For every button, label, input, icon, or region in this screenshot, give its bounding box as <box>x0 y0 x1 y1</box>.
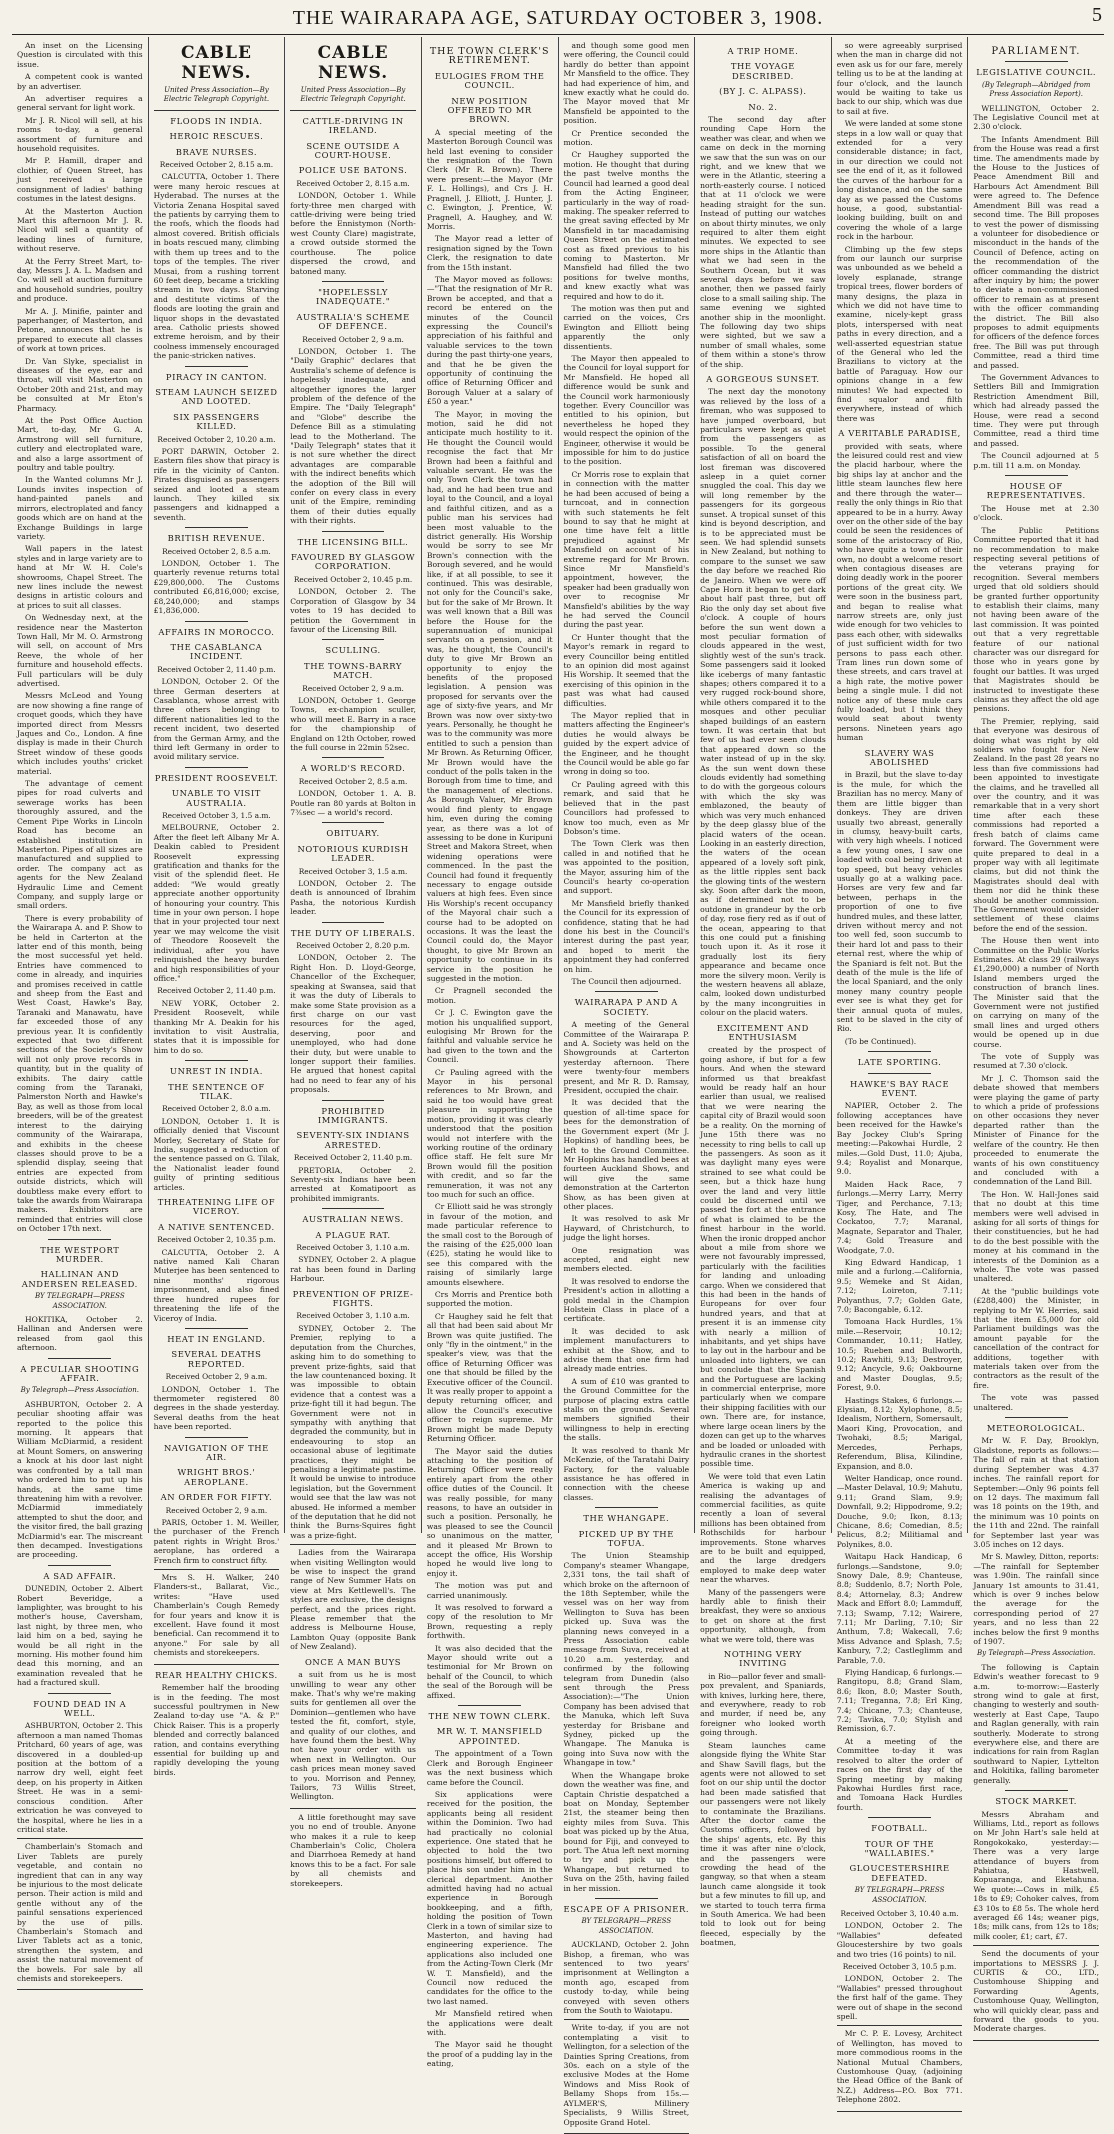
paragraph: Mr Mansfield retired when the applications were dealt with. <box>426 2009 553 2038</box>
byline: (By Telegraph—Abridged from Press Association Report). <box>981 80 1091 99</box>
headline: FLOODS IN INDIA. <box>170 115 263 126</box>
paragraph: There is every probability of the Wairarapa A. and P. Show to be held in Carterton at the latter end of this month, being the most successful yet held. Entries have commenced to come in already, and inquiries and promises received in cattle and sheep from the East and West Coast, Hawke's Bay, Taranaki and Manawatu, have far exceeded those of any previous year. It is confidently expected that two different sections of the Society's Show will not only prove records in quantity, but in the quality of exhibits. The dairy cattle coming from the Taranaki, Palmerston North and Hawke's Bay, as well as those from local breeders, will be of the greatest interest to the dairying community of the Wairarapa, and exhibits in the cheese classes should prove to be a splendid display, seeing that entries are expected from outside districts, which will doubtless make every effort to take the awards from Wairarapa makers. Exhibitors are reminded that entries will close on October 17th next. <box>17 913 143 1234</box>
subheadline: THE SENTENCE OF TILAK. <box>168 1081 265 1101</box>
paragraph: At the "public buildings vote (£288,400) the Minister, in replying to Mr W. Herries, said that the item £5,000 for old Parliament buildings was the amount payable for the cancellation of the contract for additions, together with materials taken over from the contractors as the result of the fire. <box>973 1286 1099 1390</box>
advertisement <box>17 1838 143 1990</box>
paragraph: A competent cook is wanted by an advertiser. <box>17 72 143 91</box>
paragraph: NEW YORK, October 2. President Roosevelt, while thanking Mr A. Deakin for his invitation to visit Australia, states that it is impossible for him to do so. <box>153 998 280 1055</box>
subheadline: MR W. T. MANSFIELD APPOINTED. <box>436 1726 543 1746</box>
headline: A GORGEOUS SUNSET. <box>706 374 820 384</box>
paragraph: Cr Pauling agreed with the Mayor in his personal references to Mr Brown, and said he too would have great pleasure in supporting the motion, providing it was clearly understood that the position would not interfere with the working routine of the ordinary office staff. He felt sure Mr Brown would fill the position with credit, and so far the remuneration, it was not any too much for such an office. <box>426 1067 553 1199</box>
paragraph: Mr P. Hamill, draper and clothier, of Queen Street, has just received a large consignment of ladies' bathing costumes in the latest designs. <box>17 156 143 204</box>
divider <box>185 1060 248 1061</box>
paragraph: provided with seats, where the leisured could rest and view the placid harbour, where the big ships lay at anchor and the little steam launches flew here and there through the water—really the only things in Rio that appeared to be in a hurry. Away over on the other side of the bay could be seen the residences of some of the aristocracy of Rio, who have quite a town of their own, no doubt a welcome resort when contagious diseases are doing deadly work in the poorer portions of the great city. We were soon in the business part, and began to realise what narrow streets are, only just wide enough for two vehicles to pass each other, with sidewalks of just sufficient width for two persons to pass each other. Tram lines run down some of these streets, and cars travel at a high rate, the motive power being a single mule. I did not notice any of these mule cars fully loaded, but I think they would seat about twenty persons. Nineteen years ago human <box>836 441 963 743</box>
paragraph: It was decided that the question of all-time space for bees for the demonstration of the Government expert (Mr J. Hopkins) of handling bees, be left to the Ground Committee. Mr Hopkins has handled bees at fourteen Auckland Shows, and will give the same demonstration at the Carterton Show, as has been given at other places. <box>563 1098 690 1211</box>
divider <box>322 757 385 758</box>
dateline: Received October 2, 11.40 p.m. <box>293 1153 413 1163</box>
divider <box>290 110 416 111</box>
subheadline: PICKED UP BY THE TOFUA. <box>578 1528 674 1548</box>
column-3 <box>285 37 422 1888</box>
paragraph: LONDON, October 1. The thermometer registered 80 degrees in the shade yesterday. Several deaths from the heat have been reported. <box>153 1384 280 1432</box>
headline: HAWKE'S BAY RACE EVENT. <box>849 1078 950 1099</box>
subheadline: WRIGHT BROS.' AEROPLANE. <box>177 1467 256 1487</box>
advertisement-heading: ONCE A MAN BUYS <box>304 1656 402 1667</box>
paragraph: At the Masterton Auction Mart this afternoon Mr J. R. Nicol will sell a quantity of leading lines of furniture, without reserve. <box>17 206 143 254</box>
byline: United Press Association—By Electric Telegraph Copyright. <box>163 86 270 104</box>
divider <box>1005 1417 1068 1418</box>
paragraph: The Mayor said the duties attaching to the position of Returning Officer were really entirely apart from the other office duties of the Council. It was really possible, for many reasons, to have an outsider in such a position. Personally, he was pleased to see the Council so unanimous on the matter, and it pleased Mr Brown to accept the office, His Worship hoped he would live long to enjoy it. <box>426 1446 553 1578</box>
paragraph: PRETORIA, October 2. Seventy-six Indians have been arrested at Komatipoort as prohibited immigrants. <box>290 1165 416 1203</box>
headline: A VERITABLE PARADISE, <box>838 428 961 439</box>
paragraph: The vote was passed unaltered. <box>973 1393 1099 1412</box>
paragraph: Mr S. Mawley, Ditton, reports:—The rainfall for September was 1.90in. The rainfall since January 1st amounts to 31.41, which is over 9 inches below the average for the corresponding period of 27 years, and no less than 22 inches below the first 9 months of 1907. <box>973 1552 1099 1646</box>
dateline: Received October 3, 10.5 p.m. <box>842 1962 957 1971</box>
paragraph: MELBOURNE, October 2. After the fleet left Albany Mr A. Deakin cabled to President Roosevelt expressing gratification and thanks for the visit of the splendid fleet. He added: "We would greatly appreciate another opportunity of honouring your country. This time in your own person. I hope that in your projected tour next year we may welcome the visit of Theodore Roosevelt the individual, after you have relinquished the heavy burden and high responsibilities of your office." <box>153 823 280 983</box>
paragraph: AUCKLAND, October 2. John Bishop, a fireman, who was sentenced to two years' imprisonment at Wellington a month ago, escaped from custody to-day, while being conveyed with seven others from the South to Waiotapu. <box>563 1940 690 2016</box>
headline: THE WESTPORT MURDER. <box>40 1244 120 1264</box>
section-title: CABLE NEWS. <box>180 43 252 83</box>
paragraph: The Mayor replied that in matters affecting the Engineer's duties he would always be guided by the expert advice of the Engineer, and he thought the Council would be able go far wrong in doing so too. <box>563 711 690 777</box>
paragraph: LONDON, October 1. A. B. Poutle ran 80 yards at Bolton in 7⅗sec — a world's record. <box>290 789 416 817</box>
headline: "HOPELESSLY INADEQUATE." <box>315 286 391 307</box>
advertisement <box>837 2025 963 2111</box>
paragraph: LONDON, October 2. The Corporation of Glasgow by 34 votes to 19 has decided to petition the Government in favour of the Licensing Bill. <box>290 587 416 634</box>
paragraph: When the Whangape broke down the weather was fine, and Captain Christie despatched a boat on Monday, September 21st, the steamer being then eighty miles from Suva. This boat was picked up by the Atua, bound for Fiji, and conveyed to port. The Atua left next morning to try and pick up the Whangape, but returned to Suva on the 25th, having failed in her mission. <box>563 1770 690 1893</box>
divider <box>458 1705 521 1706</box>
dateline: Received October 2, 8.15 a.m. <box>159 160 274 170</box>
paragraph: The Hon. W. Hall-Jones said that no doubt at this time members were well advised in asking for all sorts of things for their constituencies, but he had to do the best possible with the money at his command in the interests of the Dominion as a whole. The vote was passed unaltered. <box>973 1189 1099 1284</box>
paragraph: Hastings Stakes, 6 furlongs.—Elysian, 8.12; Xylophone, 8.5; Idealism, Northern, Somersault, Maori King, Provocation, and Twohaki, 8.5; Marigal, Mercedes, Perhaps, Referendum, Blisa, Kilindine, Expansion, and 8.0. <box>836 1395 963 1471</box>
dateline: Received October 2, 8.20 p.m. <box>296 941 410 951</box>
headline: AUSTRALIAN NEWS. <box>302 1214 404 1225</box>
headline: LATE SPORTING. <box>857 1057 942 1068</box>
paragraph: ASHBURTON, October 2. This afternoon a man named Thomas Pritchard, 60 years of age, was discovered in a doubled-up position at the bottom of a narrow dry well, eight feet deep, on his property in Aitken Street. He was in a semi-conscious condition. After extrication he was conveyed to the hospital, where he lies in a critical state. <box>17 1721 143 1834</box>
paragraph: Cr Prentice seconded the motion. <box>563 128 690 148</box>
subheadline: NEW POSITION OFFERED TO MR BROWN. <box>447 95 532 125</box>
newspaper-columns <box>12 37 1104 2127</box>
divider <box>48 1239 111 1240</box>
byline: United Press Association—By Electric Telegraph Copyright. <box>300 86 406 104</box>
divider <box>185 366 248 367</box>
dateline: Received October 3, 1.5 a.m. <box>162 811 271 820</box>
headline: METEOROLOGICAL. <box>986 1423 1086 1434</box>
subheadline: POLICE USE BATONS. <box>298 165 408 176</box>
paragraph: A meeting of the General Committee of the Wairarapa P. and A. Society was held on the Showgrounds at Carterton yesterday afternoon. There were twenty-four members present, and Mr R. D. Ramsay, President, occupied the chair. <box>563 1020 690 1096</box>
headline: THE LICENSING BILL. <box>297 536 409 547</box>
paragraph: The Town Clerk was then called in and notified that he was appointed to the position, the Mayor, assuring him of the Council's hearty co-operation and support. <box>563 839 690 896</box>
paragraph: LONDON, October 2. Of the three German deserters at Casablanca, whose arrest with three others belonging to different nationalities led to the recent incident, two deserted from the German Army, and the third left Germany in order to avoid military service. <box>153 677 280 762</box>
paragraph: The Mayor read a letter of resignation signed by the Town Clerk, the resignation to date from the 15th instant. <box>426 234 553 272</box>
dateline: Received October 2, 10.45 p.m. <box>293 574 413 584</box>
paragraph: Six applications were received for the position, the applicants being all resident within the Dominion. Two had had practically no colonial experience. One stated that he objected to hold the two positions himself, but offered to place his son under him in the clerical department. Another admitted having had no actual experience in Borough bookkeeping, and a fifth, holding the position of Town Clerk in a town of similar size to Masterton, and having had engineering experience. The applications also included one from the Acting-Town Clerk (Mr W. T. Mansfield), and the Council now reduced the candidates for the office to the two last named. <box>426 1789 553 2006</box>
paragraph: Crs Morris and Prentice both supported the motion. <box>426 1290 553 1309</box>
newspaper-title: THE WAIRARAPA AGE, SATURDAY OCTOBER 3, 1908. <box>292 7 824 29</box>
paragraph: Tomoana Hack Hurdles, 1⅝ mile.—Reservoir, 10.12; Commander, 10.11; Hatley, 10.5; Rueben and Bullworth, 10.2; Rawhiti, 9.13; Destroyer, 9.12; Ancycle, 9.6; Oakbourne and Master Douglas, 9.5; Forest, 9.0. <box>836 1317 963 1393</box>
paragraph: LONDON, October 1. The quarterly revenue returns total £29,800,000. The Customs contributed £6,816,000; excise, £8,240,000; and stamps £1,836,000. <box>153 559 280 616</box>
paragraph: One resignation was accepted, and eight new members elected. <box>563 1245 690 1274</box>
dateline: Received October 2, 8.15 a.m. <box>296 178 410 188</box>
paragraph: The Mayor, in moving the motion, said he did not anticipate much hostility to it. He thought the Council would recognise the fact that Mr Brown had been a faithful and valuable servant. He was the only Town Clerk the town had had, and he had been true and loyal to the Council, and a loyal and faithful citizen, and as a public man his services had been most valuable to the district generally. His Worship would be sorry to see Mr Brown's connection with the Borough severed, and he would like, if at all possible, to see it continued. This was desirable, not only for the Council's sake, but for the sake of Mr Brown. It was well known that a Bill was before the House for the superannuation of municipal servants on a pension, and it was, he thought, the Council's duty to give Mr Brown an opportunity to enjoy the benefits of the proposed legislation. A pension was proposed for servants over the age of sixty-five years, and Mr Brown was now over sixty-two years. Personally, he thought he was to the community was more entitled to such a pension than Mr Brown. As Returning Officer, Mr Brown would have the conduct of the polls taken in the Borough from time to time, and the management of elections. As Borough Valuer, Mr Brown would find plenty to engage him, even during the coming year, as there was a lot of assessing to be done in Kuripuni Street and Makora Street, when widening operations were commenced. In the past the Council had found it frequently necessary to engage outside valuers at high fees. Even since His Worship's recent occupancy of the Mayoral chair such a course had to be adopted on occasions. It was the least the Council could do, the Mayor thought, to give Mr Brown an opportunity to continue in its service in the position he suggested in the motion. <box>426 409 553 983</box>
paragraph: Cr Hunter thought that the Mayor's remark in regard to every Councillor being entitled to an opinion did most against His Worship. It seemed that the exercising of this opinion in the past was what had caused difficulties. <box>563 632 690 708</box>
dateline: Received October 3, 10.40 a.m. <box>840 1908 959 1918</box>
advertisement <box>154 1569 280 1665</box>
subheadline: SEVERAL DEATHS REPORTED. <box>171 1349 262 1369</box>
advertisement-text: a suit from us he is most unwilling to wear any other make. That's why we're making suits for gentlemen all over the Dominion—gentlemen who have tested the fit, comfort, style, and quality of our clothes, and have found them the best. Why not have your order with us when next in Wellington. Our cash prices mean money saved to you. Morrison and Penney, Tailors, 73 Willis Street, Wellington. <box>290 1670 416 1802</box>
paragraph: A sum of £10 was granted to the Ground Committee for the purpose of placing extra cattle stalls on the grounds. Several members signified their willingness to help in erecting the stalls. <box>563 1376 690 1443</box>
headline: SLAVERY WAS ABOLISHED <box>864 747 935 768</box>
advertisement-text: Send the documents of your importations to MESSRS J. J. CURTIS & CO., LTD., Customhouse Shipping and Forwarding Agents, Customhouse Quay, Wellington, who will quickly clear, pass and forward the goods to you. Moderate charges. <box>973 1949 1099 2034</box>
paragraph: PARIS, October 1. M. Weiller, the purchaser of the French patent rights in Wright Bros.' aeroplane, has ordered a French firm to construct fifty. <box>153 1518 280 1565</box>
headline: NAVIGATION OF THE AIR. <box>163 1442 269 1462</box>
advertisement-text: Chamberlain's Stomach and Liver Tablets are purely vegetable, and contain no ingredient that can in any way be injurious to the most delicate person. Their action is mild and gentle without any of the painful sensations experienced by the use of pills. Chamberlain's Stomach and Liver Tablets act as a tonic, strengthen the system, and assist the natural movement of the bowels. For sale by all chemists and storekeepers. <box>17 1842 143 1983</box>
headline: BRITISH REVENUE. <box>167 533 266 544</box>
subheadline: SIX PASSENGERS KILLED. <box>173 411 260 432</box>
headline: ESCAPE OF A PRISONER. <box>563 1903 690 1914</box>
subheadline: NOTORIOUS KURDISH LEADER. <box>297 843 409 864</box>
paragraph: It was also decided that the Mayor should write out a testimonial for Mr Brown on behalf of the Council, to which the seal of the Borough will be affixed. <box>426 1643 553 1700</box>
paragraph: King Edward Handicap, 1 mile and a furlong.—California, 9.5; Wemeke and St Aidan, 7.12; Loireton, 7.11; Polyanthus, 7.7; Golden Gate, 7.0; Bacongable, 6.12. <box>836 1257 963 1314</box>
paragraph: Many of the passengers were hardly able to finish their breakfast, they were so anxious to get on shore at the first opportunity, although, from what we were told, there was <box>700 1587 826 1644</box>
paragraph: The following is Captain Edwin's weather forecast to 9 a.m. to-morrow:—Easterly strong wind to gale at first, changing to westerly and south-westerly at East Cape, Taupo and Raglan generally, with rain southerly. Moderate to strong everywhere else, and there are indications for rain from Raglan southward to Napier, Lyttelton and Hokitika, falling barometer generally. <box>973 1662 1099 1785</box>
headline: REAR HEALTHY CHICKS. <box>155 1669 278 1680</box>
paragraph: The next day the monotony was relieved by the loss of a fireman, who was supposed to have jumped overboard, but particulars were kept as quiet from the passengers as possible. To the general satisfaction of all on board the lost fireman was discovered asleep in a quiet corner snuggled the coal. This day we will long remember by the passengers for its gorgeous sunset. A tropical sunset of this kind is beyond description, and is to be appreciated must be seen. We had splendid sunsets in New Zealand, but nothing to compare to the sunset we saw the day before we reached Rio de Janeiro. When we were off Cape Horn it began to get dark about half past three, but off Rio the only day set about five o'clock. A couple of hours before the sun went down a most peculiar formation of clouds appeared in the west, slightly west of the sun's track. Some passengers said it looked like icebergs of many fantastic shapes; others compared it to a very rugged rock-bound shore, while others compared it to the mosques and other peculiar shaped buildings of an eastern town. It was certain that but few of us had ever seen clouds that appeared down so the water instead of up in the sky. As the sun went down these clouds evidently had something to do with the gorgeous colours with which the sky was emblazoned, the beauty of which was very much enhanced by the deep glassy blue of the placid waters of the ocean. Looking in an easterly direction, the waters of the ocean appeared of a lovely soft pink, as the little ripples sent back the glowing tints of the western sky. Soon after dark the moon, as if determined not to be outdone in grandeur by the orb of day, rose fiery red as if out of the ocean, appearing to that this one could put a finishing touch upon it. As it rose it gradually lost its fiery appearance and became once more the silvery moon. Verily is the western heavens all ablaze, calm, looked down undisturbed by the many incongruities in colour on the placid waters. <box>700 387 826 1018</box>
advertisement-text: Mr C. P. E. Lovesy, Architect of Wellington, has moved to more commodious rooms in the National Mutual Chambers, Customhouse Quay, (adjoining the Head Office of the Bank of N.Z.) Address—P.O. Box 771. Telephone 2802. <box>836 2029 963 2105</box>
byline: BY TELEGRAPH—PRESS ASSOCIATION. <box>854 1886 945 1904</box>
headline: UNREST IN INDIA. <box>169 1066 263 1077</box>
headline: A WORLD'S RECORD. <box>300 763 406 774</box>
column-7 <box>832 37 969 2105</box>
subheadline: THE VOYAGE DESCRIBED. <box>730 61 796 81</box>
divider <box>322 822 385 823</box>
paragraph: LONDON, October 1. The "Daily Graphic" declares that Australia's scheme of defence is hopelessly inadequate, and altogether ignores the larger problem of the defence of the Empire. The "Daily Telegraph" and "Globe" describe the Defence Bill as a stimulating lead to the Motherland. The "Daily Telegraph" states that it is not sure whether the direct advantages are comparable with the indirect benefits which the adoption of the Bill will confer on every class in every unit of the Empire, reminding them of their duties equally with their rights. <box>290 346 416 526</box>
paragraph: Messrs McLeod and Young are now showing a fine range of croquet goods, which they have imported direct from Messrs Jaques and Co., London. A fine display is made in their Church Street window of these goods which includes youths' cricket material. <box>17 691 143 776</box>
paragraph: in Rio—pallor fever and small-pox prevalent, and Spaniards, with knives, lurking here, there, and everywhere, ready to rob and murder, if need be, any foreigner who looked worth going through. <box>700 1671 826 1738</box>
subheadline: STEAM LAUNCH SEIZED AND LOOTED. <box>155 386 278 407</box>
headline: PREVENTION OF PRIZE-FIGHTS. <box>292 1288 414 1309</box>
paragraph: Cr Elliott said he was strongly in favour of the motion, and made particular reference to the small cost to the Borough of the raising of the £25,000 loan (£25), stating he would like to see this compared with the raising of similarly large amounts elsewhere. <box>426 1202 553 1287</box>
divider <box>868 1051 931 1052</box>
subheadline: THE CASABLANCA INCIDENT. <box>170 641 263 662</box>
dateline: Received October 2, 8.5 a.m. <box>162 546 271 556</box>
dateline: Received October 2, 9 a.m. <box>165 1505 268 1515</box>
subheadline: HEROIC RESCUES. <box>169 131 264 142</box>
divider <box>1005 61 1068 62</box>
paragraph: created by the prospect of going ashore, if but for a few hours. And when the steward informed us that breakfast would be ready half an hour earlier than usual, we realised that we were nearing the capital city of Brazil would soon be a reality. On the morning of June 15th there was no necessity to ring bells to call up the passengers. As soon as it was daylight many eyes were strained to see what could be seen, but a thick haze hung over the land and very little could be discerned until we passed the fort at the entrance of what is claimed to be the finest harbour in the world. When the ironic dropped anchor about a mile from shore we were not favourably impressed, particularly with the facilities for landing and unloading cargo. When we considered that this had been in the hands of Europeans for over four hundred years, and that at present it is an immense city with nearly a million of inhabitants, and yet ships have to lay out in the harbour and be unloaded into lighters, we can but conclude that the Spanish and the Portuguese are lacking in commercial enterprise, more particularly when we compare their shipping facilities with our own. There are, for instance, where large ocean liners by the dozen can get up to the wharves and be loaded or unloaded with hydraulic cranes in the shortest possible time. <box>700 1045 826 1469</box>
divider <box>322 281 385 282</box>
paragraph: On Wednesday next, at the residence near the Masterton Town Hall, Mr M. O. Armstrong will sell, on account of Mrs Reeve, the whole of her furniture and household effects. Full particulars will be duly advertised. <box>17 613 143 688</box>
paragraph: At a meeting of the Committee to-day it was resolved to alter the order of races on the first day of the Spring meeting by making Pakowhai Hurdles first race, and Tomoana Hack Hurdles fourth. <box>836 1736 963 1812</box>
dateline: Received October 2, 9 a.m. <box>302 683 404 693</box>
paragraph: The Council then adjourned. <box>571 977 682 986</box>
headline: THREATENING LIFE OF VICEROY. <box>157 1197 276 1217</box>
paragraph: LONDON, October 1. George Towns, ex-champion sculler, who will meet E. Barry in a race for the championship of England on 12th October, rowed the full course in 22min 52sec. <box>290 695 416 752</box>
paragraph: In the Wanted columns Mr J. Lounds invites inspection of hand-painted panels and mirrors, electroplated and fancy goods which are on hand at the Exchange Buildings in large variety. <box>17 475 143 541</box>
paragraph: The motion was put and carried unanimously. <box>426 1581 553 1600</box>
headline: OBITUARY. <box>326 828 380 839</box>
subheadline: (BY J. C. ALPASS). <box>719 86 807 97</box>
divider <box>595 1898 658 1899</box>
headline: PROHIBITED IMMIGRANTS. <box>317 1105 389 1125</box>
divider <box>595 991 658 992</box>
paragraph: It was resolved to ask Mr Hayward, of Christchurch, to judge the light horses. <box>563 1214 690 1243</box>
paragraph: The House then went into Committee on the Public Works Estimates. At class 29 (railways £1,290,000) a number of North Island members urged the construction of branch lines. The Minister said that the Government were not justified on carrying on many of the small lines and urged others would be opened up in due course. <box>973 936 1099 1049</box>
divider <box>322 531 385 532</box>
headline: PRESIDENT ROOSEVELT. <box>154 772 279 783</box>
headline: HEAT IN ENGLAND. <box>167 1333 266 1344</box>
divider <box>1005 1790 1068 1791</box>
headline: EXCITEMENT AND ENTHUSIASM <box>716 1022 809 1043</box>
paragraph: CALCUTTA, October 1. There were many heroic rescues at Hyderabad. The nurses at the Victoria Zenana Hospital saved the patients by carrying them to the roofs, which the floods had almost covered. British officials in boats rescued many, climbing with them up trees and to the tops of the temples. The river Musai, from a rushing torrent 60 feet deep, became a trickling stream in two days. Starving and destitute victims of the floods are looting the grain and liquor shops in the devastated area. Catholic priests showed extreme heroism, and by their coolness immensely encouraged the panic-stricken natives. <box>153 172 280 361</box>
headline: THE NEW TOWN CLERK. <box>428 1711 551 1722</box>
paragraph: The vote of Supply was resumed at 7.30 o'clock. <box>973 1052 1099 1071</box>
advertisement-text: Mrs S. H. Walker, 240 Flanders-st., Ballarat, Vic., writes: "Have used Chamberlain's Cough Remedy for four years and know it is excellent. Have found it most beneficial. Can recommend it to anyone." For sale by all chemists and storekeepers. <box>153 1573 280 1658</box>
section-title: CABLE NEWS. <box>317 43 389 83</box>
subheadline: THE TOWNS-BARRY MATCH. <box>304 660 403 681</box>
paragraph: It was resolved to thank Mr McKenzie, of the Taratahi Dairy Factory, for the valuable assistance he has offered in connection with the cheese classes. <box>563 1445 690 1502</box>
divider <box>868 1073 931 1074</box>
divider <box>185 767 248 768</box>
paragraph: The appointment of a Town Clerk and Borough Engineer was the next business which came before the Council. <box>426 1749 553 1787</box>
dateline: Received October 2, 8.5 a.m. <box>298 776 408 786</box>
divider <box>322 922 385 923</box>
subheadline: TOUR OF THE "WALLABIES." <box>864 1838 935 1858</box>
column-8 <box>968 37 1104 2034</box>
headline: CATTLE-DRIVING IN IRELAND. <box>302 115 404 136</box>
subheadline: A PLAGUE RAT. <box>315 1229 391 1240</box>
divider <box>185 527 248 528</box>
paragraph: Dr. Van Slyke, specialist in diseases of the eye, ear and throat, will visit Masterton on October 20th and 21st, and may be consulted at Mr Eton's Pharmacy. <box>17 356 143 413</box>
paragraph: Cr J. C. Ewington gave the motion his unqualified support, eulogising Mr Brown for the faithful and valuable service he had given to the town and the Council. <box>426 1008 553 1065</box>
headline: SCULLING. <box>325 645 381 656</box>
headline: NOTHING VERY INVITING <box>723 1649 802 1669</box>
paragraph: Flying Handicap, 6 furlongs.—Rangitopu, 8.8; Grand Slam, 8.6; Ikon, 8.0; Master South, 7.11; Treganna, 7.8; Erl King, 7.4; Chicane, 7.3; Chanteuse, 7.2; Tavika, 7.0; Stylish and Remission, 6.7. <box>836 1668 963 1734</box>
dateline: Received October 2, 9 a.m. <box>165 1372 268 1382</box>
paragraph: We were told that even Latin America is waking up and realising the advantages of commercial facilities, as quite recently a loan of several millions has been obtained from Rothschilds for harbour improvements. Stone wharves are to be built and equipped, and the large dredgers employed to make deep water near the wharves. <box>700 1471 826 1585</box>
paragraph: NAPIER, October 2. The following acceptances have been received for the Hawke's Bay Jockey Club's Spring meeting:—Pakowhai Hurdle, 2 miles.—Gold Dust, 11.0; Ajuba, 9.4; Royalist and Monarque, 9.0. <box>836 1101 963 1177</box>
column-5 <box>559 37 696 2127</box>
paragraph: An advertiser requires a general servant for light work. <box>17 94 143 113</box>
divider <box>1005 475 1068 476</box>
column-1 <box>12 37 149 1983</box>
paragraph: Climbing up the few steps from our launch our surprise was unbounded as we beheld a lovely esplanade, strange tropical trees, flower borders of many designs, the plaza in which we did not have time to examine, nicely-kept grass plots, interspersed with neat paths in every direction, and a well-asserted equestrian statue of the General who led the Brazilians to victory at the battle of Paraguay. How our opinions change in a few minutes! We had expected to find squalor and filth everywhere, instead of which there was <box>836 244 963 423</box>
paragraph: The Government Advances to Settlers Bill and Immigration Restriction Amendment Bill, which had already passed the House, were read a second time. They were put through Committee, read a third time and passed. <box>973 373 1099 448</box>
paragraph: DUNEDIN, October 2. Albert Robert Beveridge, a lamplighter, was brought to his mother's house, Caversham, last night, by three men, who laid him on a bed, saying he would be all right in the morning. His mother found him dead this morning, and an examination revealed that he had a fractured skull. <box>17 1584 143 1688</box>
subheadline: FAVOURED BY GLASGOW CORPORATION. <box>290 552 416 572</box>
paragraph: PORT DARWIN, October 2. Eastern files show that piracy is rife in the vicinity of Canton. Pirates disguised as passengers seized and looted a steam launch. They killed six passengers and kidnapped a seventh. <box>153 447 280 522</box>
paragraph: Cr Pauling agreed with this remark, and said that he believed that in the past Councillors had professed to know too much, even as Mr Dobson's time. <box>563 779 690 836</box>
paragraph: At the Post Office Auction Mart, to-day, Mr G. A. Armstrong will sell furniture, cutlery and electroplated ware, and also a large assortment of poultry and table poultry. <box>17 416 143 473</box>
dateline: Received October 3, 1.5 a.m. <box>298 866 408 876</box>
paragraph: WELLINGTON, October 2. The Legislative Council met at 2.30 o'clock. <box>973 103 1099 132</box>
divider <box>595 1507 658 1508</box>
divider <box>322 1100 385 1101</box>
advertisement <box>973 1945 1099 2041</box>
paragraph: Cr Pragnell seconded the motion. <box>426 986 553 1005</box>
subheadline: UNABLE TO VISIT AUSTRALIA. <box>171 788 261 808</box>
paragraph: The House met at 2.30 o'clock. <box>973 503 1099 523</box>
paragraph: Welter Handicap, once round.—Master Delaval, 10.9; Mahutu, 9.11; Grand Slam, 9.9; Downfall, 9.2; Hippodrome, 9.2; Douche, 9.0; Ikon, 8.13; Chicane, 8.6; Comedian, 8.5; Pelicus, 8.2; Militiamal and Polynikes, 8.0. <box>836 1473 963 1549</box>
divider <box>185 621 248 622</box>
headline: FOUND DEAD IN A WELL. <box>33 1698 127 1719</box>
paragraph: LONDON, October 1. It is officially denied that Viscount Morley, Secretary of State for India, suggested a reduction of the sentence passed on G. Tilak, the Nationalist leader found guilty of printing seditious articles. <box>153 1116 280 1192</box>
paragraph: CALCUTTA, October 2. A native named Kali Charan Muterjee has been sentenced to nine months' rigorous imprisonment, and also fined three hundred rupees for threatening the life of the Viceroy of India. <box>153 1247 280 1323</box>
headline: AFFAIRS IN MOROCCO. <box>158 626 275 637</box>
subheadline: EULOGIES FROM THE COUNCIL. <box>434 70 545 91</box>
headline: THE DUTY OF LIBERALS. <box>290 927 416 938</box>
headline: A SAD AFFAIR. <box>43 1570 117 1581</box>
paragraph: Mr J. R. Nicol will sell, at his rooms to-day, a general assortment of furniture and household requisites. <box>17 115 143 154</box>
paragraph: SYDNEY, October 2. The Premier, replying to a deputation from the Churches, asking him to do something to prevent prize-fights, said that the law countenanced boxing. It was impossible to obtain evidence that a contest was a prize-fight till it had begun. The Government were not in sympathy with anything that degraded the community, but in endeavouring to stop an occasional abuse of legitimate practices, they might be penalising a legitimate pastime. It would be unwise to introduce legislation, but the Government would see that the law was not abused. He informed a member of the deputation that he did not think the Burns-Squires fight was a prize-fight. <box>290 1323 416 1540</box>
column-2 <box>149 37 286 1777</box>
paragraph: The Council adjourned at 5 p.m. till 11 a.m. on Monday. <box>973 451 1099 470</box>
paragraph: It was decided to ask implement manufacturers to exhibit at the Show, and to advise them that one firm had already made entries. <box>563 1326 690 1374</box>
subheadline: HALLINAN AND ANDERSEN RELEASED. <box>21 1269 138 1289</box>
divider <box>185 1437 248 1438</box>
headline: THE WHANGAPE. <box>583 1513 670 1524</box>
advertisement-text: Write to-day, if you are not contemplating a visit to Wellington, for a selection of the Dainties Spring Creations, from 30s. each on a style of the exclusive Modes at the Home Windows and Miss Rook of Bellamy Shops from 15s.—AYLMER'S, Millinery Specialists, 9 Willis Street, Opposite Grand Hotel. <box>563 2023 690 2127</box>
subheadline: LEGISLATIVE COUNCIL. <box>976 67 1097 78</box>
paragraph: LONDON, October 2. The Right Hon. D. Lloyd-George, Chancellor of the Exchequer, speaking at Swansea, said that it was the duty of Liberals to make some State provision as a first charge on our vast resources for the aged, deserving, poor and unemployed, who had done their duty, but were unable to longer support their families. He argued that honest capital had no need to fear any of his proposals. <box>290 953 416 1095</box>
paragraph: A special meeting of the Masterton Borough Council was held last evening to consider the resignation of the Town Clerk (Mr R. Brown). There were present:—the Mayor (Mr F. L. Hollings), and Crs J. H. Pragnell, J. Elliott, J. Hunter, J. C. Ewington, J. Prentice, W. Pragnell, A. Haughey, and W. Morris. <box>426 127 553 231</box>
paragraph: The advantage of cement pipes for road culverts and sewerage works has been thoroughly assured, and the Cement Pipe Works in Lincoln Road has become an established institution in Masterton. Pipes of all sizes are manufactured and supplied to order. The company act as agents for the New Zealand Hydraulic Lime and Cement Company, and supply large or small orders. <box>17 779 143 911</box>
paragraph: and though some good men were offering, the Council could hardly do better than appoint Mr Mansfield to the office. They had had experience of him, and knew exactly what he could do. The Mayor moved that Mr Mansfield be appointed to the position. <box>563 41 690 126</box>
paragraph: We were landed at some stone steps in a low wall or quay that extended for a very considerable distance; in fact, in our direction we could not see the end of it, as it followed the curves of the harbour for a long distance, and on the same day as we passed the Customs house, a good, substantial-looking building, built on and covering the whole of a large rock in the harbour. <box>836 119 963 242</box>
headline: HOUSE OF REPRESENTATIVES. <box>986 481 1086 501</box>
paragraph: A little forethought may save you no end of trouble. Anyone who makes it a rule to keep Chamberlain's Colic, Cholera and Diarrhoea Remedy at hand knows this to be a fact. For sale by all chemists and storekeepers. <box>290 1812 416 1888</box>
paragraph: LONDON, October 2. The "Wallabies" defeated Gloucestershire by two goals and two tries (16 points) to nil. <box>836 1921 963 1959</box>
paragraph: LONDON, October 1. While forty-three men charged with cattle-driving were being tried before the Ennistymon (North-west County Clare) magistrate, a crowd outside stormed the courthouse. The police dispersed the crowd, and batoned many. <box>290 191 416 276</box>
divider <box>48 1565 111 1566</box>
paragraph: The Infants Amendment Bill from the House was read a first time. The amendments made by the House to the Justices of Peace Amendment Bill and Harbours Act Amendment Bill were agreed to. The Defence Amendment Bill was read a second time. The Bill proposes to vest the power of dismissing a volunteer for disobedience or misconduct in the hands of the Council of Defence, acting on the recommendation of the officer commanding the district after inquiry by him; the power to deviate a non-commissioned officer to remain as at present with the officer commanding the district. The Bill also proposes to admit equipments for officers of the defence forces free. The Bill was put through Committee, read a third time and passed. <box>973 134 1099 370</box>
byline: BY TELEGRAPH—PRESS ASSOCIATION. <box>34 1292 125 1310</box>
dateline: Received October 2, 10.35 p.m. <box>157 1235 276 1245</box>
dateline: Received October 2, 11.40 p.m. <box>157 664 276 674</box>
subheadline: AUSTRALIA'S SCHEME OF DEFENCE. <box>296 311 410 332</box>
dateline: Received October 3, 1.10 a.m. <box>296 1311 410 1321</box>
paragraph: Remember half the brooding is in the feeding. The most successful poultrymen in New Zealand to-day use "A. & P." Chick Raiser. This is a properly blended and correctly balanced ration, and contains everything essential for building up and rapidly developing the young birds. <box>153 1683 280 1777</box>
paragraph: LONDON, October 2. The "Wallabies" pressed throughout the first half of the game. They were out of shape in the second spell. <box>836 1974 963 2022</box>
headline: A PECULIAR SHOOTING AFFAIR. <box>20 1363 140 1384</box>
paragraph: Waitapu Hack Handicap, 6 furlongs.—Sandstone, 9.0; Snowy Dale, 8.9; Chanteuse, 8.8; Suddenlo, 8.7; North Pole, 8.4; Attornelay, 8.3; Andrew Mack and Effort 8.0; Lammduff, 7.13; Swamp, 7.12; Wairere, 7.11; Mr Darling, 7.10; Sir Anthum, 7.8; Wakecall, 7.6; Miss Advance and Splash, 7.5; Kanbury, 7.2; Castleglimm and Parable, 7.0. <box>836 1552 963 1665</box>
dateline: Received October 2, 10.20 a.m. <box>157 434 276 444</box>
masthead <box>12 0 1104 35</box>
paragraph: The Mayor then appealed to the Council for loyal support for Mr Mansfield. He hoped all difference would be sunk and the Council work harmoniously together. Every Councillor was entitled to his opinion, but nevertheless he hoped they would respect the opinion of the Engineer, otherwise it would be impossible for him to do justice to the position. <box>563 354 690 467</box>
dateline: Received October 3, 1.10 a.m. <box>296 1243 410 1253</box>
subheadline: No. 2. <box>748 101 778 112</box>
paragraph: Cr Haughey supported the motion. He thought that during the past twelve months the Council had learned a good deal from the Acting Engineer, particularly in the way of road-making. The speaker referred to the great saving effected by Mr Mansfield in tar macadamising Queen Street on the estimated cost as fixed previous to his coming to Masterton. Mr Mansfield had filled the two positions for twelve months, and knew exactly what was required and how to do it. <box>563 150 690 301</box>
paragraph: The motion was then put and carried on the voices, Crs Ewington and Elliott being apparently the only dissentients. <box>563 303 690 351</box>
paragraph: Cr Haughey said he felt that all that had been said about Mr Brown was quite justified. The only "fly in the ointment," in the speaker's view, was that the office of Returning Officer was one that should be filled by the Executive officer of the Council. It was really proper to appoint a deputy returning officer, and allow the Council's executive officer to reign supreme. Mr Brown might be made Deputy Returning Officer. <box>426 1311 553 1444</box>
paragraph: so were agreeably surprised when the man in charge did not even ask us for our fare, merely telling us to be at the landing at four o'clock, and the launch would be waiting to take us back to our ship, which was due to sail at five. <box>836 41 963 116</box>
paragraph: Mr A. J. Minifie, painter and paperhanger, of Masterton, and Petone, announces that he is prepared to execute all classes of work at town prices. <box>17 306 143 354</box>
dateline: Received October 2, 8.0 a.m. <box>162 1104 271 1114</box>
divider <box>868 1817 931 1818</box>
paragraph: Cr Morris rose to explain that in connection with the matter he had been accused of being a turncoat, and in connection with such statements he felt bound to say that he might at one time have felt a little prejudiced against Mr Mansfield on account of his extreme regard for Mr Brown. Since Mr Mansfield's appointment, however, the speaker had been gradually won over to recognise Mr Mansfield's abilities by the way he had served the Council during the past year. <box>563 469 690 630</box>
divider <box>48 1693 111 1694</box>
headline: PARLIAMENT. <box>991 46 1081 57</box>
headline: THE TOWN CLERK'S RETIREMENT. <box>429 46 550 67</box>
divider <box>185 1328 248 1329</box>
subheadline: AN ORDER FOR FIFTY. <box>160 1492 273 1503</box>
divider <box>322 639 385 640</box>
paragraph: The Union Steamship Company's steamer Whangape, 2,331 tons, the tail shaft of which broke on the afternoon of the 18th September, while the vessel was on her way from Wellington to Suva has been picked up. Suva was the planning news conveyed in a Press Association cable message from Suva, received at 10.20 a.m. yesterday, and confirmed by the following telegram from Dunedin (also sent through the Press Association):—"The Union Company has been advised that the Manuka, which left Suva yesterday for Brisbane and Sydney, picked up the Whangape. The Manuka is going into Suva now with the Whangape in tow." <box>563 1551 690 1768</box>
subheadline: BRAVE NURSES. <box>175 146 258 157</box>
paragraph: It was resolved to endorse the President's action in allotting a gold medal in the Champion Holstein Class in place of a certificate. <box>563 1276 690 1324</box>
headline: STOCK MARKET. <box>995 1796 1077 1807</box>
dateline: Received October 2, 11.40 p.m. <box>157 986 276 996</box>
paragraph: Steam launches came alongside flying the White Star and Shaw Savill flags, but the agents were not allowed to set foot on our ship until the doctor had been made satisfied that our passengers were not likely to contaminate the Brazilians. After the doctor came the Customs officers, followed by the ships' agents, etc. By this time it was after nine o'clock, and the passengers were crowding the head of the gangway, so that when a steam launch came alongside it took but a few minutes to fill up, and we started to touch terra firma in South America. We had been told to look out for being fleeced, especially by the boatmen, <box>700 1740 826 1948</box>
subheadline: GLOUCESTERSHIRE DEFEATED. <box>849 1863 950 1883</box>
subheadline: SEVENTY-SIX INDIANS ARRESTED. <box>296 1130 410 1150</box>
advertisement-text: Ladies from the Wairarapa when visiting Wellington would be wise to inspect the grand range of New Summer Hats on view at Mrs Kettlewell's. The styles are exclusive, the designs perfect, and the prices right. Please remember that the address is Melbourne House, Lambton Quay (opposite Bank of New Zealand). <box>290 1548 416 1652</box>
paragraph: Mr J. C. Thomson said the debate showed that members were playing the game of party to which a pride of professions on other occasions they never departed rather than the Minister of Finance for the welfare of the country. He then proceeded to enumerate the wants of his own constituency and concluded with a condemnation of the Land Bill. <box>973 1073 1099 1187</box>
paragraph: LONDON, October 2. The death is announced of Ibrahim Pasha, the notorious Kurdish leader. <box>290 879 416 917</box>
column-4 <box>422 37 559 2069</box>
paragraph: Mr W. F. Day, Brooklyn, Gladstone, reports as follows:—The fall of rain at that station during September was 4.37 inches. The rainfall report for September:—Only 96 points fell on 12 days. The maximum fall was 18 points on the 19th, and the minimum was 10 points on the 11th and 22nd. The rainfall for September last year was 3.05 inches on 12 days. <box>973 1436 1099 1549</box>
paragraph: Messrs Abraham and Williams, Ltd., report as follows on Mr John Hart's sale held at Rongokokako, yesterday:—There was a very large attendance of buyers from Pahiatua, Hastwell, Kopuaranga, and Eketahuna. We quote:—Cows in milk, £5 18s to £9; Cohoker calves, from £3 10s to £8 5s. The whole herd averaged £6 14s; weaner pigs, 18s; milk cans, from 12s to 18s; milk cooler, £1; cart, £7. <box>973 1809 1099 1941</box>
paragraph: An inset on the Licensing Question is circulated with this issue. <box>17 41 143 69</box>
advertisement <box>290 1544 416 1809</box>
headline: FOOTBALL. <box>871 1823 928 1834</box>
dateline: Received October 2, 9 a.m. <box>302 334 404 344</box>
paragraph: The Premier, replying, said that everyone was desirous of doing what was right by old soldiers who fought for New Zealand. In the past 28 years no less than five commissions had been appointed to investigate the claims, and he travelled all over the country, and it was remarkable that in a very short time after each these commissions had reported a fresh batch of claims came forward. The Government were quite prepared to deal in a proper way with all legitimate claims, but did not think the Magistrates should deal with them nor did he think these should be another commission. The Government would consider settlement of these claims before the end of the session. <box>973 716 1099 933</box>
paragraph: At the Ferry Street Mart, to-day, Messrs J. A. L. Madsen and Co. will sell at auction furniture and household sundries, poultry and produce. <box>17 256 143 304</box>
paragraph: Maiden Hack Race, 7 furlongs.—Merry Larry, Merry Tiger, and Perchance, 7.13; Kosy, The Hate, and The Cockatoo, 7.7; Maranal, Magnate, Separator and Thaler, 7.4; Gold Treasure and Woodgate, 7.0. <box>836 1179 963 1255</box>
divider <box>154 110 280 111</box>
byline: By Telegraph—Press Association. <box>977 1649 1096 1658</box>
subheadline: A NATIVE SENTENCED. <box>158 1221 275 1232</box>
headline: WAIRARAPA P AND A SOCIETY. <box>574 997 678 1017</box>
paragraph: HOKITIKA, October 2. Hallinan and Andersen were released from gaol this afternoon. <box>17 1315 143 1353</box>
paragraph: The Mayor moved as follows:—"That the resignation of Mr R. Brown be accepted, and that a record be entered on the minutes of the Council expressing the Council's appreciation of his faithful and valuable services to the town during the past thirty-one years, and that he be given the opportunity of continuing the office of Returning Officer and Borough Valuer at a salary of £50 a year." <box>426 274 553 407</box>
paragraph: in Brazil, but the slave to-day is the mule, for which the Brazilian has no mercy. Many of them are little bigger than donkeys. They are driven usually two abreast, generally in clumsy, heavy-built carts, with very high wheels. I noticed a few young ones, I saw one loaded with coal being driven at top speed, but heavy vehicles usually go at a walking pace. Horses are very few and far between, perhaps in the proportion of one to five hundred mules, and these latter, driven without mercy and not too well fed, soon succumb to their hard lot and pass to their eternal rest, where the whip of the Spaniard is felt not. But the death of the mule is the life of the local Spaniard, and the only money many country people ever see is what they get for their annual quota of mules, sent to be slaved in the city of Rio. <box>836 770 963 1034</box>
paragraph: The second day after rounding Cape Horn the weather was clear, and when we came on deck in the morning we saw that the sun was on our right, and we knew that we were in the Atlantic, steering a north-easterly course. I noticed that at 11 o'clock we were heading straight for the sun. Instead of putting our watches on about thirty minutes, we only required to alter them eight minutes. We expected to see more ships in the Atlantic than what we had seen in the Southern Ocean, but it was several days before we saw another, then we passed fairly close to a small sailing ship. The same evening we sighted another ship in the moonlight. The following day two ships were sighted, but we saw a number of small whales, some of them within a stone's throw of the ship. <box>700 115 826 369</box>
headline: PIRACY IN CANTON. <box>165 371 267 382</box>
column-6 <box>695 37 832 1948</box>
advertisement <box>564 2019 690 2133</box>
headline: A TRIP HOME. <box>727 46 799 56</box>
paragraph: SYDNEY, October 2. A plague rat has been found in Darling Harbour. <box>290 1255 416 1284</box>
paragraph: The Public Petitions Committee reported that it had no recommendation to make respecting several petitions of the veterans praying for recognition. Several members urged that old soldiers should be granted further opportunity to establish their claims, many not having been aware of the last commission. It was pointed out that a very regrettable feature of our national character was our disregard for those who in years gone by fought our battles. It was urged that Magistrates should be instructed to investigate these claims as they affect the old age pensions. <box>973 525 1099 714</box>
byline: By Telegraph—Press Association. <box>20 1386 139 1395</box>
byline: BY TELEGRAPH—PRESS ASSOCIATION. <box>581 1917 672 1935</box>
paragraph: Wall papers in the latest styles and in large variety are to hand at Mr W. H. Cole's showrooms, Chapel Street. The new lines include the newest designs in artistic colours and at prices to suit all classes. <box>17 544 143 610</box>
paragraph: It was resolved to forward a copy of the resolution to Mr Brown, requesting a reply forthwith. <box>426 1603 553 1641</box>
subheadline: SCENE OUTSIDE A COURT-HOUSE. <box>306 140 400 161</box>
page-number: 5 <box>1092 4 1102 26</box>
divider <box>48 1358 111 1359</box>
paragraph: The Mayor said he thought the proof of a pudding lay in the eating, <box>426 2040 553 2069</box>
divider <box>322 1208 385 1209</box>
paragraph: Mr Mansfield briefly thanked the Council for its expression of confidence, stating that he had done his best in the Council's interest during the past year, and hoped to merit the appointment they had conferred on him. <box>563 898 690 974</box>
paragraph: (To be Continued). <box>844 1036 917 1046</box>
paragraph: ASHBURTON, October 2. A peculiar shooting affair was reported to the police this morning. It appears that William McDiarmid, a resident at Mount Somers, on answering a knock at his door last night was confronted by a tall man who ordered him to put up his hands, at the same time threatening him with a revolver. McDiarmid immediately attempted to shut the door, and the visitor fired, the ball grazing McDiarmid's ear. The miscreant then decamped. Investigations are proceeding. <box>17 1399 143 1560</box>
